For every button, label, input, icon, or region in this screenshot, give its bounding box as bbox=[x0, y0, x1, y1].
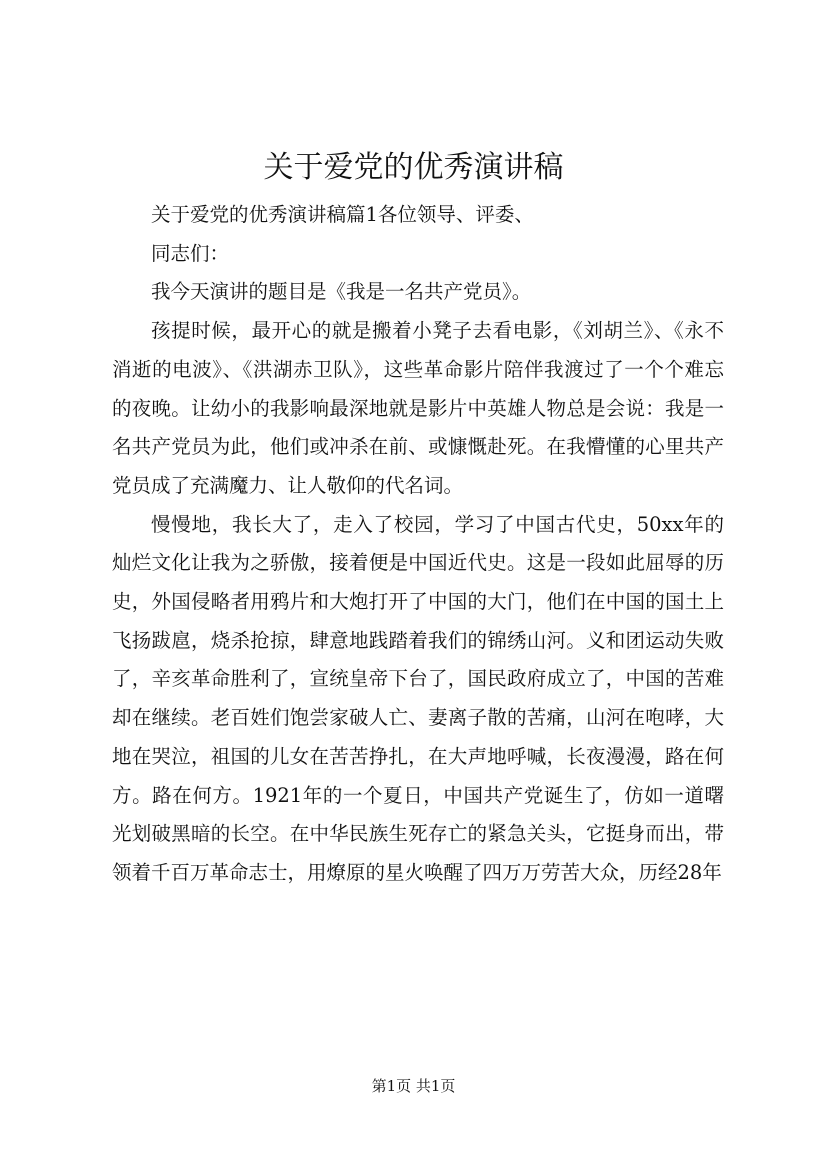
paragraph-childhood: 孩提时候，最开心的就是搬着小凳子去看电影，《刘胡兰》、《永不消逝的电波》、《洪湖赤卫队》，这些革命影片陪伴我渡过了一个个难忘的夜晚。让幼小的我影响最深地就是影片中英雄人物总是会说：我是一名共产党员为此，他们或冲杀在前、或慷慨赴死。在我懵懂的心里共产党员成了充满魔力、让人敬仰的代名词。 bbox=[112, 319, 724, 497]
paragraph-salutation: 同志们： bbox=[151, 241, 230, 265]
paragraph-topic: 我今天演讲的题目是《我是一名共产党员》。 bbox=[151, 280, 532, 304]
paragraph-opening: 关于爱党的优秀演讲稿篇1各位领导、评委、 bbox=[151, 203, 534, 226]
page-footer: 第1页 共1页 bbox=[371, 1077, 456, 1095]
document-body bbox=[112, 196, 724, 893]
document-title: 关于爱党的优秀演讲稿 bbox=[263, 150, 564, 185]
paragraph-history: 慢慢地，我长大了，走入了校园，学习了中国古代史，50xx年的灿烂文化让我为之骄傲，接着便是中国近代史。这是一段如此屈辱的历史，外国侵略者用鸦片和大炮打开了中国的大门，他们在中国的国土上飞扬跋扈，烧杀抢掠，肆意地践踏着我们的锦绣山河。义和团运动失败了，辛亥革命胜利了，宣统皇帝下台了，国民政府成立了，中国的苦难却在继续。老百姓们饱尝家破人亡、妻离子散的苦痛，山河在咆哮，大地在哭泣，祖国的儿女在苦苦挣扎，在大声地呼喊，长夜漫漫，路在何方。路在何方。1921年的一个夏日，中国共产党诞生了，仿如一道曙光划破黑暗的长空。在中华民族生死存亡的紧急关头，它挺身而出，带领着千百万革命志士，用燎原的星火唤醒了四万万劳苦大众，历经28年 bbox=[112, 512, 724, 884]
